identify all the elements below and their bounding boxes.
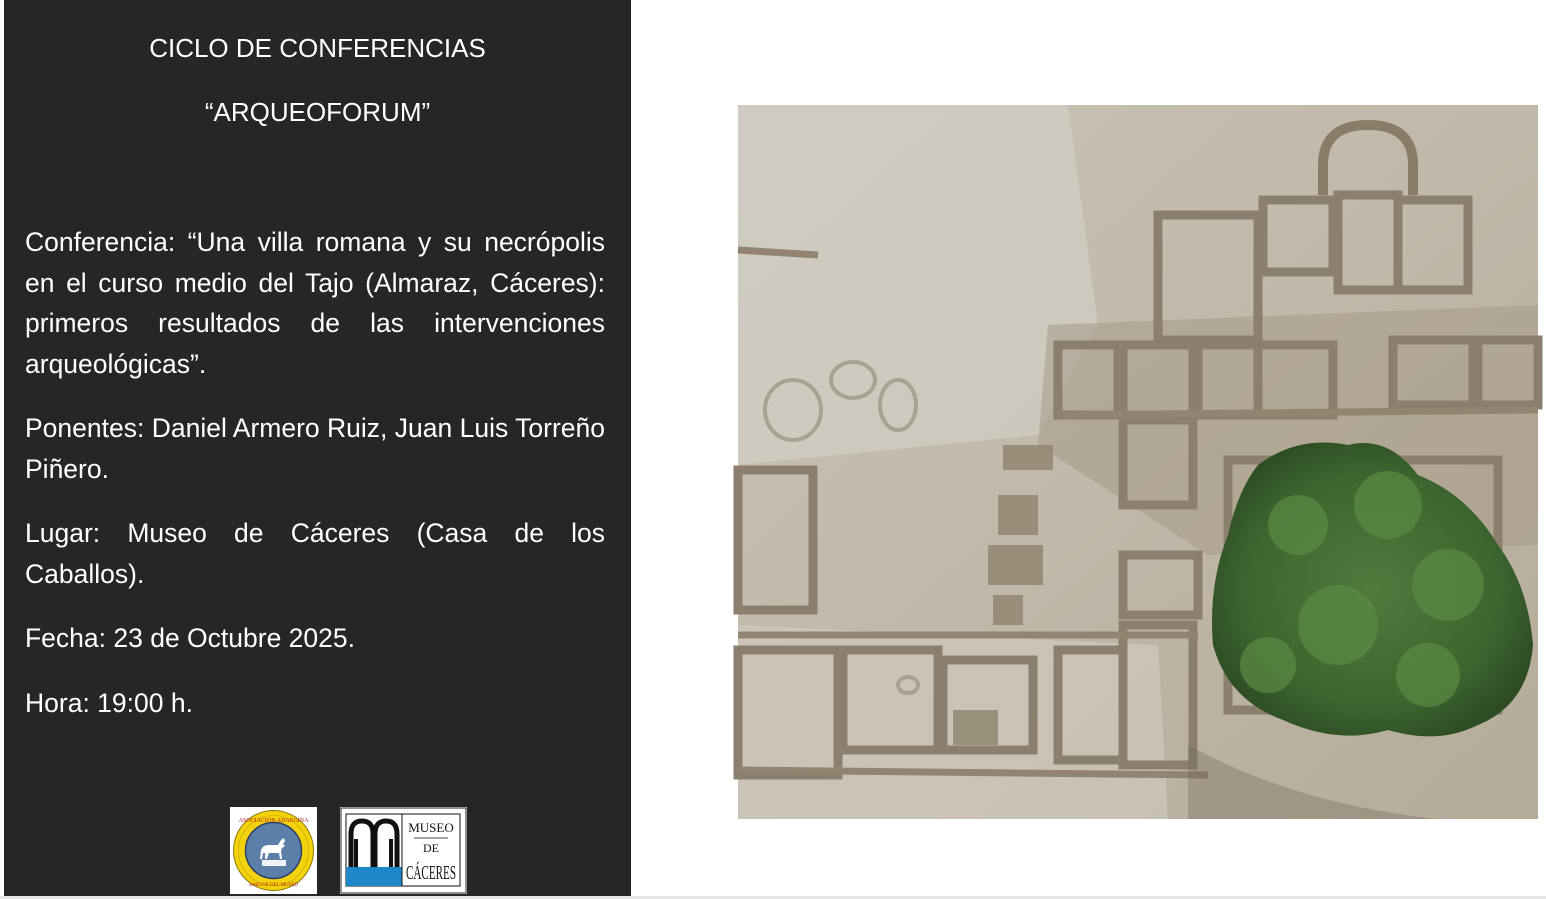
svg-text:ASOCIACIÓN ADAEGINA: ASOCIACIÓN ADAEGINA — [238, 818, 309, 824]
event-title: “ARQUEOFORUM” — [204, 97, 431, 127]
details-block — [25, 222, 605, 747]
museo-logo-line2: DE — [423, 841, 439, 855]
museo-caceres-logo — [340, 807, 497, 894]
date-text: Fecha: 23 de Octubre 2025. — [25, 623, 355, 653]
speakers-text: Ponentes: Daniel Armero Ruiz, Juan Luis Torreño Piñero. — [25, 413, 605, 484]
museo-logo-line1: MUSEO — [408, 820, 454, 835]
venue-text: Lugar: Museo de Cáceres (Casa de los Caballos). — [25, 518, 605, 589]
adaegina-logo — [230, 807, 317, 894]
museo-logo-line3: CÁCERES — [406, 862, 497, 884]
excavation-aerial-photo — [738, 105, 1538, 819]
time-text: Hora: 19:00 h. — [25, 687, 193, 718]
info-panel — [4, 0, 631, 896]
svg-text:AMIGOS DEL MUSEO: AMIGOS DEL MUSEO — [248, 883, 299, 888]
conference-text: Conferencia: “Una villa romana y su necrópolis en el curso medio del Tajo (Almaraz, Cáceres): primeros resultados de las intervenciones arqueológicas”. — [25, 227, 605, 379]
series-title: CICLO DE CONFERENCIAS — [149, 33, 486, 63]
